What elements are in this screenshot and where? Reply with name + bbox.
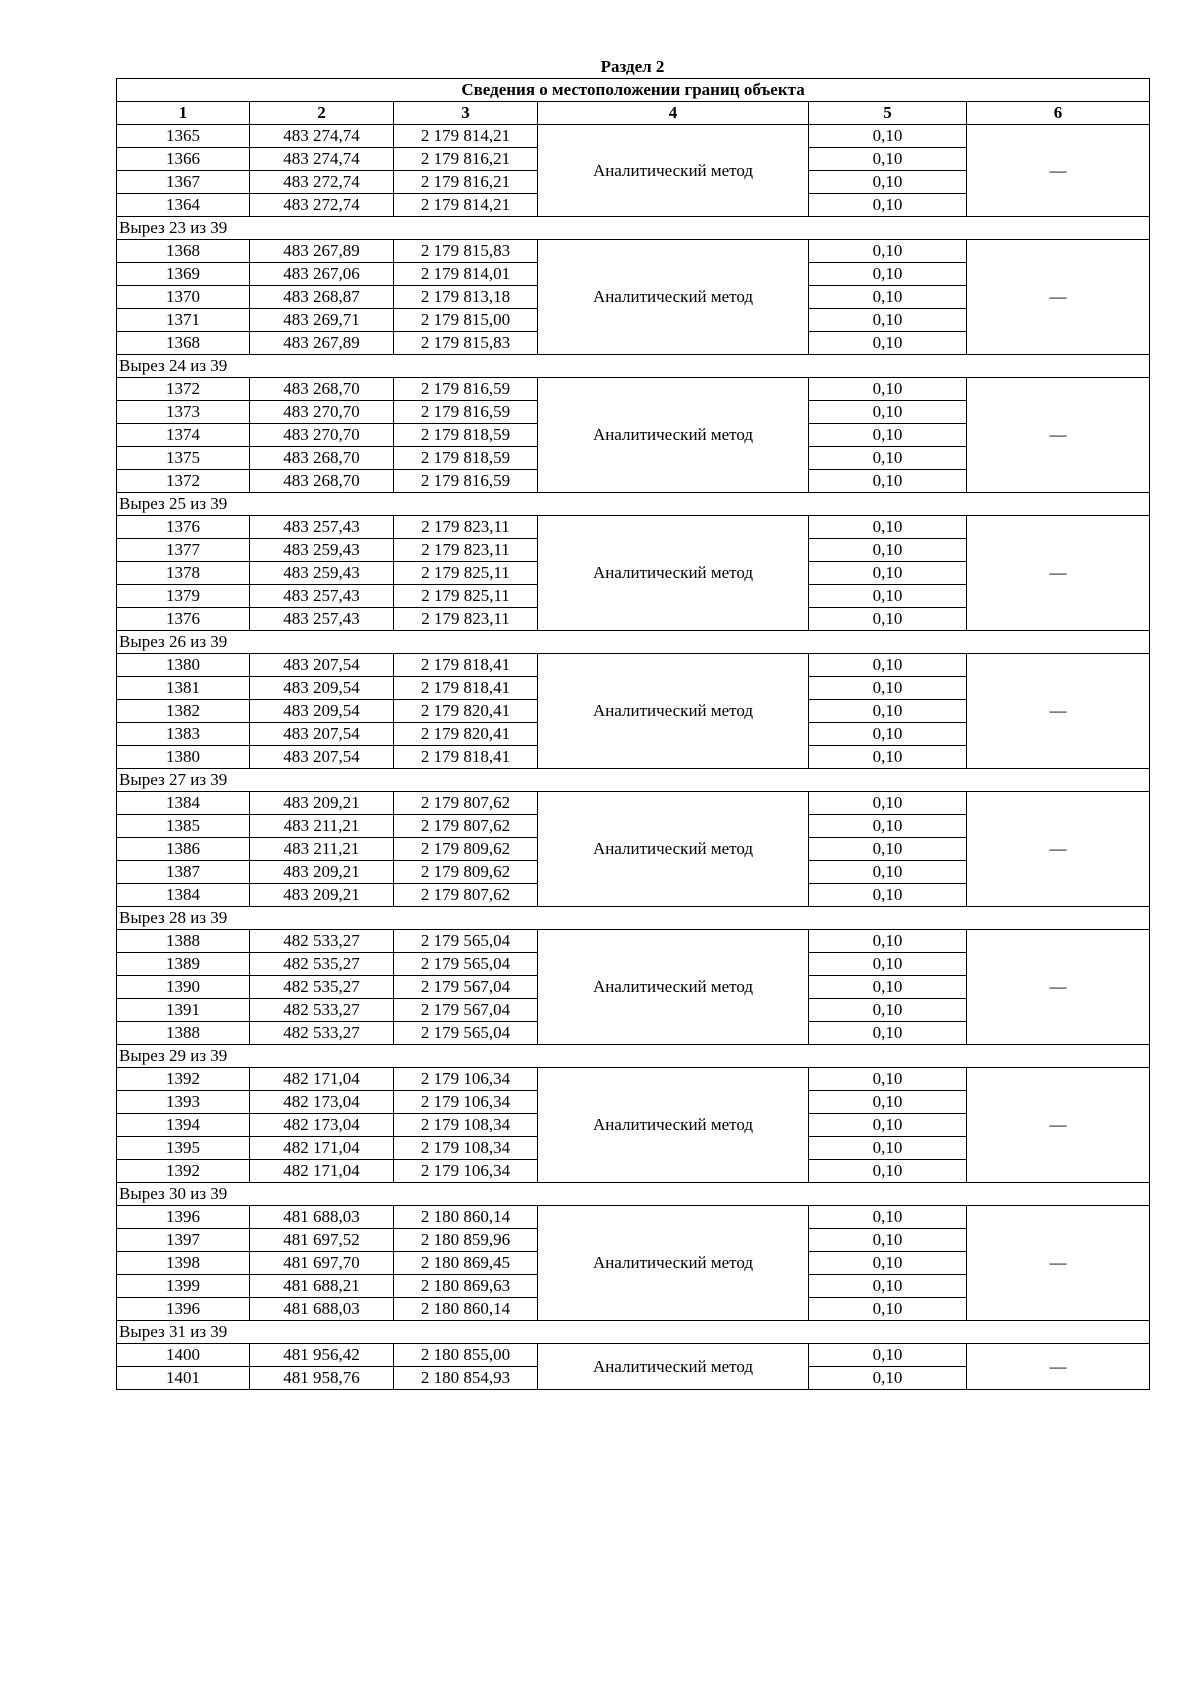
accuracy-cell: 0,10 bbox=[809, 1275, 967, 1298]
method-cell: Аналитический метод bbox=[538, 792, 809, 907]
point-number-cell: 1393 bbox=[117, 1091, 250, 1114]
point-number-cell: 1379 bbox=[117, 585, 250, 608]
accuracy-cell: 0,10 bbox=[809, 516, 967, 539]
point-number-cell: 1372 bbox=[117, 470, 250, 493]
accuracy-cell: 0,10 bbox=[809, 1068, 967, 1091]
x-coordinate-cell: 482 533,27 bbox=[250, 930, 394, 953]
note-cell: — bbox=[967, 1344, 1150, 1390]
point-number-cell: 1368 bbox=[117, 332, 250, 355]
point-number-cell: 1373 bbox=[117, 401, 250, 424]
x-coordinate-cell: 483 209,21 bbox=[250, 861, 394, 884]
table-row bbox=[117, 930, 1150, 953]
y-coordinate-cell: 2 179 820,41 bbox=[394, 723, 538, 746]
y-coordinate-cell: 2 179 816,21 bbox=[394, 148, 538, 171]
point-number-cell: 1390 bbox=[117, 976, 250, 999]
accuracy-cell: 0,10 bbox=[809, 1298, 967, 1321]
column-number: 5 bbox=[809, 102, 967, 125]
note-cell: — bbox=[967, 378, 1150, 493]
cutout-label: Вырез 26 из 39 bbox=[117, 631, 1150, 654]
table-row bbox=[117, 792, 1150, 815]
cutout-label: Вырез 27 из 39 bbox=[117, 769, 1150, 792]
x-coordinate-cell: 483 274,74 bbox=[250, 125, 394, 148]
y-coordinate-cell: 2 180 859,96 bbox=[394, 1229, 538, 1252]
table-row bbox=[117, 125, 1150, 148]
point-number-cell: 1396 bbox=[117, 1206, 250, 1229]
point-number-cell: 1395 bbox=[117, 1137, 250, 1160]
accuracy-cell: 0,10 bbox=[809, 608, 967, 631]
x-coordinate-cell: 483 267,89 bbox=[250, 240, 394, 263]
note-cell: — bbox=[967, 240, 1150, 355]
y-coordinate-cell: 2 179 815,00 bbox=[394, 309, 538, 332]
accuracy-cell: 0,10 bbox=[809, 1229, 967, 1252]
y-coordinate-cell: 2 179 818,41 bbox=[394, 746, 538, 769]
boundary-table bbox=[116, 78, 1150, 1390]
point-number-cell: 1377 bbox=[117, 539, 250, 562]
accuracy-cell: 0,10 bbox=[809, 148, 967, 171]
y-coordinate-cell: 2 179 807,62 bbox=[394, 815, 538, 838]
cutout-label-row bbox=[117, 769, 1150, 792]
accuracy-cell: 0,10 bbox=[809, 470, 967, 493]
column-number: 4 bbox=[538, 102, 809, 125]
y-coordinate-cell: 2 179 108,34 bbox=[394, 1137, 538, 1160]
point-number-cell: 1394 bbox=[117, 1114, 250, 1137]
note-cell: — bbox=[967, 792, 1150, 907]
accuracy-cell: 0,10 bbox=[809, 585, 967, 608]
accuracy-cell: 0,10 bbox=[809, 1252, 967, 1275]
x-coordinate-cell: 483 269,71 bbox=[250, 309, 394, 332]
point-number-cell: 1382 bbox=[117, 700, 250, 723]
y-coordinate-cell: 2 180 860,14 bbox=[394, 1206, 538, 1229]
accuracy-cell: 0,10 bbox=[809, 1137, 967, 1160]
y-coordinate-cell: 2 179 106,34 bbox=[394, 1068, 538, 1091]
x-coordinate-cell: 481 697,52 bbox=[250, 1229, 394, 1252]
point-number-cell: 1387 bbox=[117, 861, 250, 884]
y-coordinate-cell: 2 180 854,93 bbox=[394, 1367, 538, 1390]
method-cell: Аналитический метод bbox=[538, 125, 809, 217]
x-coordinate-cell: 483 207,54 bbox=[250, 746, 394, 769]
x-coordinate-cell: 482 171,04 bbox=[250, 1137, 394, 1160]
accuracy-cell: 0,10 bbox=[809, 424, 967, 447]
accuracy-cell: 0,10 bbox=[809, 723, 967, 746]
x-coordinate-cell: 483 259,43 bbox=[250, 539, 394, 562]
y-coordinate-cell: 2 179 816,59 bbox=[394, 401, 538, 424]
cutout-label: Вырез 30 из 39 bbox=[117, 1183, 1150, 1206]
x-coordinate-cell: 483 211,21 bbox=[250, 815, 394, 838]
x-coordinate-cell: 483 272,74 bbox=[250, 171, 394, 194]
point-number-cell: 1370 bbox=[117, 286, 250, 309]
document-page bbox=[116, 56, 1149, 1390]
column-number-row bbox=[117, 102, 1150, 125]
section-title: Раздел 2 bbox=[600, 57, 665, 76]
y-coordinate-cell: 2 179 809,62 bbox=[394, 838, 538, 861]
accuracy-cell: 0,10 bbox=[809, 378, 967, 401]
accuracy-cell: 0,10 bbox=[809, 976, 967, 999]
method-cell: Аналитический метод bbox=[538, 240, 809, 355]
y-coordinate-cell: 2 179 825,11 bbox=[394, 562, 538, 585]
x-coordinate-cell: 482 533,27 bbox=[250, 1022, 394, 1045]
method-cell: Аналитический метод bbox=[538, 930, 809, 1045]
table-row bbox=[117, 1068, 1150, 1091]
y-coordinate-cell: 2 180 869,45 bbox=[394, 1252, 538, 1275]
y-coordinate-cell: 2 179 818,59 bbox=[394, 424, 538, 447]
point-number-cell: 1368 bbox=[117, 240, 250, 263]
x-coordinate-cell: 483 267,06 bbox=[250, 263, 394, 286]
table-row bbox=[117, 240, 1150, 263]
note-cell: — bbox=[967, 516, 1150, 631]
point-number-cell: 1384 bbox=[117, 792, 250, 815]
y-coordinate-cell: 2 179 816,21 bbox=[394, 171, 538, 194]
table-row bbox=[117, 378, 1150, 401]
note-cell: — bbox=[967, 125, 1150, 217]
boundary-table-body bbox=[117, 79, 1150, 1390]
x-coordinate-cell: 483 207,54 bbox=[250, 723, 394, 746]
y-coordinate-cell: 2 179 807,62 bbox=[394, 792, 538, 815]
note-cell: — bbox=[967, 654, 1150, 769]
x-coordinate-cell: 483 257,43 bbox=[250, 608, 394, 631]
cutout-label: Вырез 28 из 39 bbox=[117, 907, 1150, 930]
x-coordinate-cell: 483 272,74 bbox=[250, 194, 394, 217]
accuracy-cell: 0,10 bbox=[809, 815, 967, 838]
cutout-label-row bbox=[117, 1045, 1150, 1068]
point-number-cell: 1388 bbox=[117, 1022, 250, 1045]
y-coordinate-cell: 2 179 816,59 bbox=[394, 378, 538, 401]
y-coordinate-cell: 2 180 860,14 bbox=[394, 1298, 538, 1321]
point-number-cell: 1389 bbox=[117, 953, 250, 976]
point-number-cell: 1381 bbox=[117, 677, 250, 700]
y-coordinate-cell: 2 179 823,11 bbox=[394, 608, 538, 631]
accuracy-cell: 0,10 bbox=[809, 263, 967, 286]
point-number-cell: 1384 bbox=[117, 884, 250, 907]
accuracy-cell: 0,10 bbox=[809, 1022, 967, 1045]
accuracy-cell: 0,10 bbox=[809, 562, 967, 585]
point-number-cell: 1374 bbox=[117, 424, 250, 447]
y-coordinate-cell: 2 180 869,63 bbox=[394, 1275, 538, 1298]
accuracy-cell: 0,10 bbox=[809, 401, 967, 424]
y-coordinate-cell: 2 179 567,04 bbox=[394, 976, 538, 999]
point-number-cell: 1392 bbox=[117, 1160, 250, 1183]
cutout-label: Вырез 24 из 39 bbox=[117, 355, 1150, 378]
x-coordinate-cell: 483 207,54 bbox=[250, 654, 394, 677]
point-number-cell: 1388 bbox=[117, 930, 250, 953]
accuracy-cell: 0,10 bbox=[809, 1206, 967, 1229]
x-coordinate-cell: 481 688,03 bbox=[250, 1206, 394, 1229]
accuracy-cell: 0,10 bbox=[809, 654, 967, 677]
y-coordinate-cell: 2 179 814,21 bbox=[394, 194, 538, 217]
accuracy-cell: 0,10 bbox=[809, 792, 967, 815]
cutout-label-row bbox=[117, 631, 1150, 654]
accuracy-cell: 0,10 bbox=[809, 125, 967, 148]
accuracy-cell: 0,10 bbox=[809, 677, 967, 700]
y-coordinate-cell: 2 179 106,34 bbox=[394, 1091, 538, 1114]
method-cell: Аналитический метод bbox=[538, 378, 809, 493]
accuracy-cell: 0,10 bbox=[809, 1367, 967, 1390]
point-number-cell: 1365 bbox=[117, 125, 250, 148]
accuracy-cell: 0,10 bbox=[809, 447, 967, 470]
point-number-cell: 1392 bbox=[117, 1068, 250, 1091]
x-coordinate-cell: 482 173,04 bbox=[250, 1114, 394, 1137]
accuracy-cell: 0,10 bbox=[809, 953, 967, 976]
y-coordinate-cell: 2 179 814,01 bbox=[394, 263, 538, 286]
x-coordinate-cell: 482 173,04 bbox=[250, 1091, 394, 1114]
y-coordinate-cell: 2 179 825,11 bbox=[394, 585, 538, 608]
point-number-cell: 1380 bbox=[117, 746, 250, 769]
point-number-cell: 1371 bbox=[117, 309, 250, 332]
table-row bbox=[117, 1344, 1150, 1367]
cutout-label-row bbox=[117, 217, 1150, 240]
cutout-label-row bbox=[117, 1183, 1150, 1206]
y-coordinate-cell: 2 179 565,04 bbox=[394, 930, 538, 953]
y-coordinate-cell: 2 179 815,83 bbox=[394, 240, 538, 263]
point-number-cell: 1396 bbox=[117, 1298, 250, 1321]
x-coordinate-cell: 483 257,43 bbox=[250, 516, 394, 539]
y-coordinate-cell: 2 179 813,18 bbox=[394, 286, 538, 309]
accuracy-cell: 0,10 bbox=[809, 1160, 967, 1183]
accuracy-cell: 0,10 bbox=[809, 286, 967, 309]
accuracy-cell: 0,10 bbox=[809, 309, 967, 332]
point-number-cell: 1376 bbox=[117, 608, 250, 631]
x-coordinate-cell: 481 697,70 bbox=[250, 1252, 394, 1275]
x-coordinate-cell: 483 270,70 bbox=[250, 424, 394, 447]
x-coordinate-cell: 483 257,43 bbox=[250, 585, 394, 608]
table-row bbox=[117, 1206, 1150, 1229]
method-cell: Аналитический метод bbox=[538, 1206, 809, 1321]
x-coordinate-cell: 482 535,27 bbox=[250, 953, 394, 976]
cutout-label-row bbox=[117, 1321, 1150, 1344]
point-number-cell: 1380 bbox=[117, 654, 250, 677]
method-cell: Аналитический метод bbox=[538, 1068, 809, 1183]
y-coordinate-cell: 2 179 809,62 bbox=[394, 861, 538, 884]
accuracy-cell: 0,10 bbox=[809, 1344, 967, 1367]
accuracy-cell: 0,10 bbox=[809, 884, 967, 907]
y-coordinate-cell: 2 179 565,04 bbox=[394, 1022, 538, 1045]
note-cell: — bbox=[967, 1206, 1150, 1321]
y-coordinate-cell: 2 179 823,11 bbox=[394, 516, 538, 539]
x-coordinate-cell: 482 171,04 bbox=[250, 1068, 394, 1091]
cutout-label: Вырез 25 из 39 bbox=[117, 493, 1150, 516]
column-number: 1 bbox=[117, 102, 250, 125]
y-coordinate-cell: 2 179 818,41 bbox=[394, 654, 538, 677]
accuracy-cell: 0,10 bbox=[809, 332, 967, 355]
accuracy-cell: 0,10 bbox=[809, 930, 967, 953]
x-coordinate-cell: 483 259,43 bbox=[250, 562, 394, 585]
x-coordinate-cell: 482 533,27 bbox=[250, 999, 394, 1022]
x-coordinate-cell: 481 688,21 bbox=[250, 1275, 394, 1298]
cutout-label: Вырез 31 из 39 bbox=[117, 1321, 1150, 1344]
x-coordinate-cell: 483 209,54 bbox=[250, 677, 394, 700]
y-coordinate-cell: 2 179 818,59 bbox=[394, 447, 538, 470]
method-cell: Аналитический метод bbox=[538, 516, 809, 631]
accuracy-cell: 0,10 bbox=[809, 539, 967, 562]
cutout-label: Вырез 29 из 39 bbox=[117, 1045, 1150, 1068]
point-number-cell: 1364 bbox=[117, 194, 250, 217]
point-number-cell: 1376 bbox=[117, 516, 250, 539]
point-number-cell: 1385 bbox=[117, 815, 250, 838]
point-number-cell: 1386 bbox=[117, 838, 250, 861]
cutout-label: Вырез 23 из 39 bbox=[117, 217, 1150, 240]
column-number: 3 bbox=[394, 102, 538, 125]
caption-row bbox=[117, 79, 1150, 102]
cutout-label-row bbox=[117, 355, 1150, 378]
accuracy-cell: 0,10 bbox=[809, 700, 967, 723]
point-number-cell: 1398 bbox=[117, 1252, 250, 1275]
y-coordinate-cell: 2 179 823,11 bbox=[394, 539, 538, 562]
method-cell: Аналитический метод bbox=[538, 1344, 809, 1390]
x-coordinate-cell: 482 535,27 bbox=[250, 976, 394, 999]
y-coordinate-cell: 2 179 818,41 bbox=[394, 677, 538, 700]
x-coordinate-cell: 483 268,70 bbox=[250, 378, 394, 401]
point-number-cell: 1400 bbox=[117, 1344, 250, 1367]
point-number-cell: 1378 bbox=[117, 562, 250, 585]
accuracy-cell: 0,10 bbox=[809, 838, 967, 861]
x-coordinate-cell: 483 274,74 bbox=[250, 148, 394, 171]
y-coordinate-cell: 2 179 820,41 bbox=[394, 700, 538, 723]
y-coordinate-cell: 2 180 855,00 bbox=[394, 1344, 538, 1367]
point-number-cell: 1397 bbox=[117, 1229, 250, 1252]
accuracy-cell: 0,10 bbox=[809, 1114, 967, 1137]
note-cell: — bbox=[967, 930, 1150, 1045]
point-number-cell: 1399 bbox=[117, 1275, 250, 1298]
x-coordinate-cell: 483 270,70 bbox=[250, 401, 394, 424]
y-coordinate-cell: 2 179 565,04 bbox=[394, 953, 538, 976]
y-coordinate-cell: 2 179 814,21 bbox=[394, 125, 538, 148]
y-coordinate-cell: 2 179 567,04 bbox=[394, 999, 538, 1022]
point-number-cell: 1367 bbox=[117, 171, 250, 194]
x-coordinate-cell: 483 267,89 bbox=[250, 332, 394, 355]
cutout-label-row bbox=[117, 493, 1150, 516]
y-coordinate-cell: 2 179 807,62 bbox=[394, 884, 538, 907]
y-coordinate-cell: 2 179 106,34 bbox=[394, 1160, 538, 1183]
accuracy-cell: 0,10 bbox=[809, 171, 967, 194]
x-coordinate-cell: 481 688,03 bbox=[250, 1298, 394, 1321]
y-coordinate-cell: 2 179 815,83 bbox=[394, 332, 538, 355]
point-number-cell: 1375 bbox=[117, 447, 250, 470]
accuracy-cell: 0,10 bbox=[809, 999, 967, 1022]
column-number: 6 bbox=[967, 102, 1150, 125]
accuracy-cell: 0,10 bbox=[809, 194, 967, 217]
x-coordinate-cell: 481 958,76 bbox=[250, 1367, 394, 1390]
x-coordinate-cell: 483 268,87 bbox=[250, 286, 394, 309]
table-caption: Сведения о местоположении границ объекта bbox=[117, 79, 1150, 102]
point-number-cell: 1391 bbox=[117, 999, 250, 1022]
x-coordinate-cell: 483 209,21 bbox=[250, 792, 394, 815]
x-coordinate-cell: 483 268,70 bbox=[250, 447, 394, 470]
cutout-label-row bbox=[117, 907, 1150, 930]
point-number-cell: 1369 bbox=[117, 263, 250, 286]
y-coordinate-cell: 2 179 108,34 bbox=[394, 1114, 538, 1137]
x-coordinate-cell: 482 171,04 bbox=[250, 1160, 394, 1183]
accuracy-cell: 0,10 bbox=[809, 240, 967, 263]
point-number-cell: 1401 bbox=[117, 1367, 250, 1390]
point-number-cell: 1383 bbox=[117, 723, 250, 746]
x-coordinate-cell: 483 211,21 bbox=[250, 838, 394, 861]
method-cell: Аналитический метод bbox=[538, 654, 809, 769]
y-coordinate-cell: 2 179 816,59 bbox=[394, 470, 538, 493]
table-row bbox=[117, 654, 1150, 677]
table-row bbox=[117, 516, 1150, 539]
accuracy-cell: 0,10 bbox=[809, 861, 967, 884]
point-number-cell: 1372 bbox=[117, 378, 250, 401]
note-cell: — bbox=[967, 1068, 1150, 1183]
accuracy-cell: 0,10 bbox=[809, 746, 967, 769]
x-coordinate-cell: 483 209,21 bbox=[250, 884, 394, 907]
accuracy-cell: 0,10 bbox=[809, 1091, 967, 1114]
point-number-cell: 1366 bbox=[117, 148, 250, 171]
x-coordinate-cell: 481 956,42 bbox=[250, 1344, 394, 1367]
x-coordinate-cell: 483 209,54 bbox=[250, 700, 394, 723]
column-number: 2 bbox=[250, 102, 394, 125]
x-coordinate-cell: 483 268,70 bbox=[250, 470, 394, 493]
